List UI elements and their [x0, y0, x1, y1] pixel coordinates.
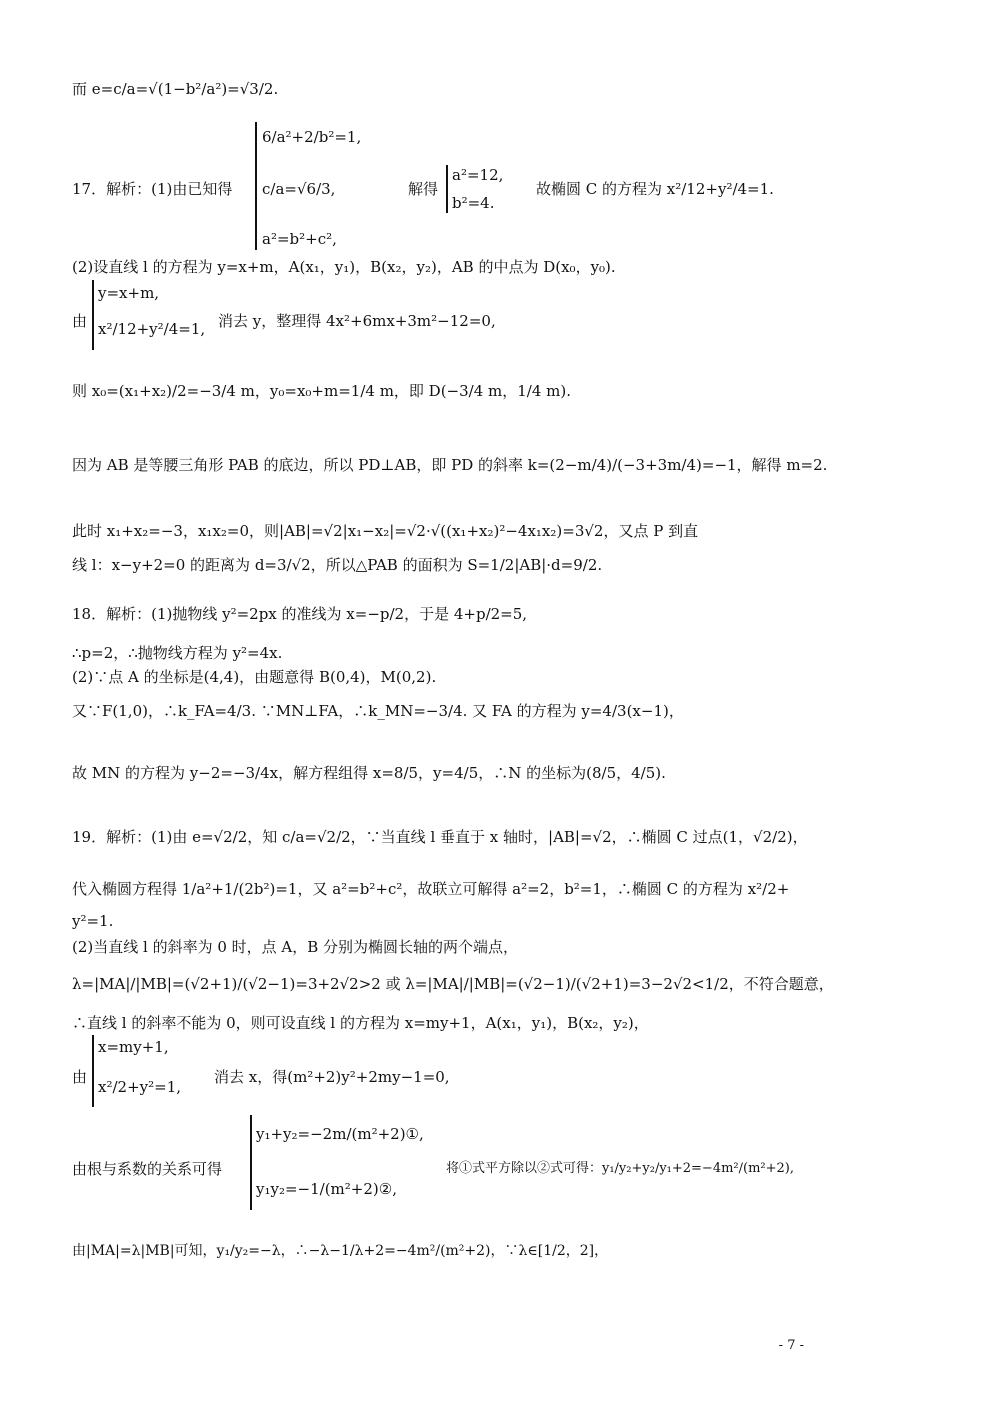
system-19-eq2: x²/2+y²=1,: [98, 1078, 182, 1096]
conclusion-17: 故椭圆 C 的方程为 x²/12+y²/4=1.: [536, 180, 774, 198]
vieta-result: 将①式平方除以②式可得：y₁/y₂+y₂/y₁+2=−4m²/(m²+2),: [446, 1161, 794, 1176]
eccentricity-line: 而 e=c/a=√(1−b²/a²)=√3/2.: [72, 80, 279, 98]
problem-18-line2: ∴p=2，∴抛物线方程为 y²=4x.: [72, 644, 283, 662]
page-number: - 7 -: [778, 1338, 804, 1353]
problem-18-line3: (2)∵点 A 的坐标是(4,4)，由题意得 B(0,4)，M(0,2).: [72, 668, 437, 686]
system-19-lead: 由: [72, 1068, 88, 1086]
problem-17-lead: 17．解析：(1)由已知得: [72, 180, 233, 198]
problem-19-line1: 19．解析：(1)由 e=√2/2，知 c/a=√2/2，∵当直线 l 垂直于 x 轴时，|AB|=√2，∴椭圆 C 过点(1，√2/2)，: [72, 828, 808, 846]
slope-line: 因为 AB 是等腰三角形 PAB 的底边，所以 PD⊥AB，即 PD 的斜率 k=(2−m/4)/(−3+3m/4)=−1，解得 m=2.: [72, 456, 828, 474]
system-19-result: 消去 x，得(m²+2)y²+2my−1=0,: [214, 1068, 450, 1086]
system-2-eq1: y=x+m,: [98, 284, 160, 302]
left-brace: [446, 165, 448, 213]
left-brace: [92, 280, 94, 350]
line-setup: (2)设直线 l 的方程为 y=x+m，A(x₁，y₁)，B(x₂，y₂)，AB 的中点为 D(x₀，y₀).: [72, 258, 616, 276]
problem-18-line4: 又∵F(1,0)，∴k_FA=4/3. ∵MN⊥FA，∴k_MN=−3/4. 又 FA 的方程为 y=4/3(x−1)，: [72, 702, 684, 720]
problem-19-line2: 代入椭圆方程得 1/a²+1/(2b²)=1，又 a²=b²+c²，故联立可解得 a²=2，b²=1，∴椭圆 C 的方程为 x²/2+: [72, 880, 790, 898]
area-line: 线 l：x−y+2=0 的距离为 d=3/√2，所以△PAB 的面积为 S=1/2|AB|·d=9/2.: [72, 556, 603, 574]
vieta-eq2: y₁y₂=−1/(m²+2)②,: [256, 1180, 397, 1198]
system-17-eq3: a²=b²+c²,: [262, 230, 337, 248]
system-2-eq2: x²/12+y²/4=1,: [98, 320, 206, 338]
problem-19-line4: (2)当直线 l 的斜率为 0 时，点 A，B 分别为椭圆长轴的两个端点，: [72, 938, 519, 956]
left-brace: [250, 1115, 252, 1210]
problem-19-line3: y²=1.: [72, 912, 114, 930]
vieta-lead: 由根与系数的关系可得: [72, 1160, 223, 1178]
problem-18-line1: 18．解析：(1)抛物线 y²=2px 的准线为 x=−p/2，于是 4+p/2=5,: [72, 605, 528, 623]
problem-19-line5: λ=|MA|/|MB|=(√2+1)/(√2−1)=3+2√2>2 或 λ=|MA|/|MB|=(√2−1)/(√2+1)=3−2√2<1/2，不符合题意，: [72, 975, 834, 993]
vieta-eq1: y₁+y₂=−2m/(m²+2)①,: [256, 1125, 424, 1143]
system-2-result: 消去 y，整理得 4x²+6mx+3m²−12=0,: [218, 312, 496, 330]
final-line: 由|MA|=λ|MB|可知，y₁/y₂=−λ，∴−λ−1/λ+2=−4m²/(m²+2)，∵λ∈[1/2，2]，: [72, 1243, 609, 1259]
problem-19-line6: ∴直线 l 的斜率不能为 0，则可设直线 l 的方程为 x=my+1，A(x₁，y₁)，B(x₂，y₂)，: [72, 1014, 649, 1032]
system-17-eq1: 6/a²+2/b²=1,: [262, 128, 362, 146]
solution-17-b: b²=4.: [452, 194, 495, 212]
solution-17-lead: 解得: [408, 180, 439, 198]
solution-17-a: a²=12,: [452, 166, 504, 184]
left-brace: [92, 1035, 94, 1107]
left-brace: [255, 122, 257, 250]
system-19-eq1: x=my+1,: [98, 1038, 169, 1056]
system-2-lead: 由: [72, 312, 88, 330]
chord-length-line: 此时 x₁+x₂=−3，x₁x₂=0，则|AB|=√2|x₁−x₂|=√2·√((x₁+x₂)²−4x₁x₂)=3√2，又点 P 到直: [72, 522, 699, 540]
midpoint-line: 则 x₀=(x₁+x₂)/2=−3/4 m，y₀=x₀+m=1/4 m，即 D(−3/4 m，1/4 m).: [72, 382, 572, 400]
problem-18-line5: 故 MN 的方程为 y−2=−3/4x，解方程组得 x=8/5，y=4/5，∴N 的坐标为(8/5，4/5).: [72, 764, 666, 782]
system-17-eq2: c/a=√6/3,: [262, 180, 336, 198]
